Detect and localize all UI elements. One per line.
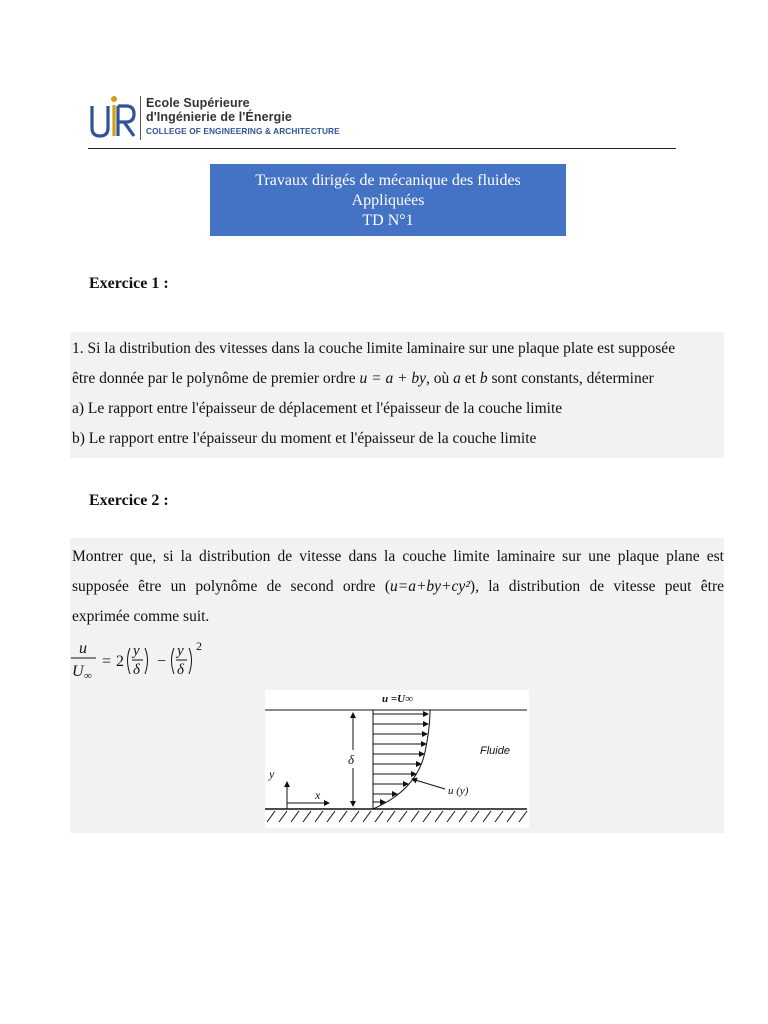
exercice2-equation: u=a+by+cy²	[390, 578, 470, 595]
logo-divider	[140, 96, 141, 140]
label-x: x	[315, 788, 321, 802]
document-header	[88, 92, 676, 150]
label-delta: δ	[348, 752, 355, 767]
label-u-U-inf: u =U∞	[382, 693, 413, 705]
exercice1-line4: b) Le rapport entre l'épaisseur du moment et l'épaisseur de la couche limite	[72, 430, 537, 447]
velocity-arrows	[373, 714, 428, 802]
exercice1-line2	[72, 370, 654, 388]
formula-delta1: δ	[133, 662, 140, 678]
formula-y1: y	[133, 643, 140, 659]
uir-logo-icon	[88, 92, 136, 142]
title-line1: Travaux dirigés de mécanique des fluides	[255, 172, 521, 189]
boundary-layer-figure	[265, 690, 529, 828]
title-line2: Appliquées	[351, 192, 425, 209]
college-name: COLLEGE OF ENGINEERING & ARCHITECTURE	[146, 126, 340, 136]
formula-equals: =	[102, 653, 112, 670]
formula-paren-close-2	[189, 648, 192, 674]
title-box	[210, 164, 566, 236]
exercice2-line1: Montrer que, si la distribution de vitesse dans la couche limite laminaire sur une plaque plane est	[72, 548, 724, 565]
exercice2-block	[70, 538, 724, 833]
exercice1-line2-post: sont constants, déterminer	[487, 370, 654, 387]
label-y: y	[269, 767, 275, 781]
exercice2-line2-post: ), la distribution de vitesse peut être	[469, 578, 724, 595]
school-name-line1: Ecole Supérieure	[146, 96, 250, 110]
uy-pointer-arrow	[412, 779, 445, 789]
formula-paren-open-1	[128, 648, 131, 674]
formula-U: U	[72, 663, 84, 680]
velocity-formula	[70, 636, 230, 688]
exercice1-line2-mid1: , où	[426, 370, 454, 387]
exercice2-line3: exprimée comme suit.	[72, 608, 210, 625]
formula-paren-close-1	[145, 648, 148, 674]
exercice2-line2-pre: supposée être un polynôme de second ordre (	[72, 578, 390, 595]
exercice1-heading: Exercice 1 :	[89, 275, 169, 292]
formula-two: 2	[116, 653, 124, 670]
label-u-y: u (y)	[448, 785, 469, 797]
exercice1-line3: a) Le rapport entre l'épaisseur de déplacement et l'épaisseur de la couche limite	[72, 400, 563, 417]
title-line3: TD N°1	[362, 212, 414, 229]
exercice1-line1: 1. Si la distribution des vitesses dans la couche limite laminaire sur une plaque plate est supposée	[72, 340, 676, 357]
label-fluide: Fluide	[480, 745, 510, 757]
formula-minus: −	[157, 653, 167, 670]
exercice1-block	[70, 332, 724, 458]
school-name-line2: d'Ingénierie de l'Énergie	[146, 110, 292, 124]
exercice1-var-a: a	[453, 370, 461, 387]
formula-y2: y	[177, 643, 184, 659]
school-name	[146, 96, 340, 138]
formula-exponent: 2	[196, 639, 202, 653]
exercice1-var-b: b	[479, 370, 488, 387]
exercice1-line2-mid2: et	[460, 370, 480, 387]
exercice2-line2	[72, 578, 724, 596]
exercice1-line2-pre: être donnée par le polynôme de premier ordre	[72, 370, 360, 387]
formula-paren-open-2	[172, 648, 175, 674]
formula-inf-sub: ∞	[84, 670, 92, 682]
plate-hatching	[267, 811, 527, 822]
exercice1-equation: u = a + by	[359, 370, 427, 387]
formula-u: u	[79, 640, 87, 657]
header-rule	[88, 148, 676, 149]
formula-delta2: δ	[177, 662, 184, 678]
exercice2-heading: Exercice 2 :	[89, 492, 169, 509]
